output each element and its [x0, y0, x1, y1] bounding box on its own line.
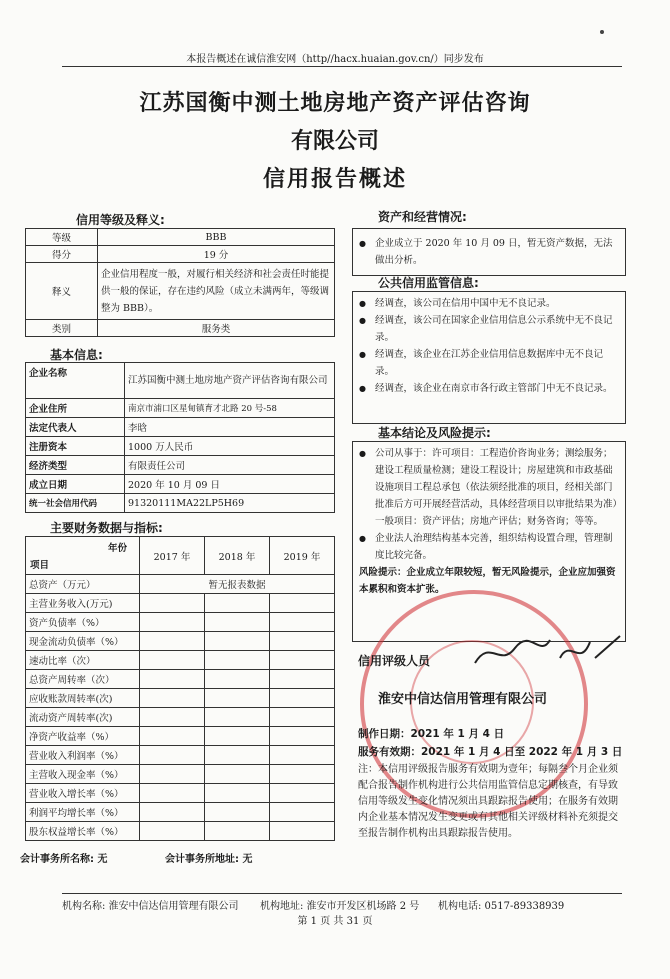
finance-item: 总资产（万元） [26, 575, 140, 594]
service-note: 注：本信用评级报告服务有效期为壹年；每隔叁个月企业须配合报告制作机构进行公共信用监管信息定期核查，有导致信用等级发生变化情况须出具跟踪报告使用；在服务有效期内企业基本情况发生变更或有其他相关评级材料补充须提交至报告制作机构出具跟踪报告使用。 [358, 764, 618, 839]
credit-value: BBB [98, 229, 335, 246]
accounting-addr-value: 无 [242, 854, 253, 865]
year-header: 2017 年 [140, 537, 205, 575]
supervision-heading: 公共信用监管信息: [378, 276, 479, 290]
basic-value: 江苏国衡中测土地房地产资产评估咨询有限公司 [125, 363, 335, 399]
finance-item: 资产负债率（%） [26, 613, 140, 632]
risk-note: 风险提示：企业成立年限较短，暂无风险提示，企业应加强资本累积和资本扩张。 [359, 567, 616, 595]
credit-heading: 信用等级及释义: [76, 213, 165, 227]
assets-item: ● 企业成立于 2020 年 10 月 09 日，暂无资产数据，无法做出分析。 [353, 235, 625, 269]
basic-label: 企业住所 [26, 399, 125, 418]
supervision-item: ● 经调查，该公司在信用中国中无不良记录。 [353, 295, 625, 312]
basic-label: 企业名称 [26, 363, 125, 399]
finance-item: 利润平均增长率（%） [26, 803, 140, 822]
basic-value: 2020 年 10 月 09 日 [125, 475, 335, 494]
footer-address: 机构地址: 淮安市开发区机场路 2 号 [260, 901, 420, 912]
accounting-firm-address [165, 850, 252, 865]
finance-item: 净资产收益率（%） [26, 727, 140, 746]
service-validity: 服务有效期：2021 年 1 月 4 日至 2022 年 1 月 3 日 [358, 746, 623, 758]
footer-phone: 机构电话: 0517-89338939 [438, 901, 565, 912]
credit-value: 服务类 [98, 320, 335, 337]
basic-label: 统一社会信用代码 [26, 494, 125, 513]
finance-corner-cell [26, 537, 140, 575]
page-number: 第 1 页 共 31 页 [297, 916, 373, 927]
basic-value: 李晗 [125, 418, 335, 437]
no-data-note: 暂无报表数据 [140, 575, 335, 594]
credit-label: 类别 [26, 320, 98, 337]
report-title: 信用报告概述 [262, 167, 407, 192]
conclusion-item: ● 公司从事于：许可项目：工程造价咨询业务；测绘服务；建设工程质量检测；建设工程设计；房屋建筑和市政基础设施项目工程总承包（依法须经批准的项目，经相关部门批准后方可开展经营活动，具体经营项目以审批结果为准）一般项目：资产评估；房地产评估；财务咨询；等等。 [353, 445, 625, 530]
credit-label: 释义 [26, 263, 98, 320]
finance-heading: 主要财务数据与指标: [50, 521, 163, 535]
corner-year: 年份 [107, 543, 127, 554]
basic-value: 有限责任公司 [125, 456, 335, 475]
supervision-item: ● 经调查，该企业在江苏企业信用信息数据库中无不良记录。 [353, 346, 625, 380]
basic-value: 91320111MA22LP5H69 [125, 494, 335, 513]
finance-item: 主营业务收入(万元) [26, 594, 140, 613]
finance-item: 总资产周转率（次） [26, 670, 140, 689]
supervision-box [352, 291, 626, 424]
rating-org: 淮安中信达信用管理有限公司 [378, 692, 548, 707]
assets-box [352, 228, 626, 276]
basic-label: 法定代表人 [26, 418, 125, 437]
credit-explanation: 企业信用程度一般，对履行相关经济和社会责任时能提供一般的保证，存在违约风险（成立未满两年，等级调整为 BBB）。 [98, 263, 335, 320]
finance-item: 营业收入利润率（%） [26, 746, 140, 765]
signature [470, 628, 630, 678]
accounting-name-value: 无 [97, 854, 108, 865]
finance-item: 主营收入现金率（%） [26, 765, 140, 784]
year-header: 2019 年 [270, 537, 335, 575]
accounting-firm-name [20, 850, 107, 865]
accounting-name-label: 会计事务所名称: [20, 854, 94, 865]
credit-label: 得分 [26, 246, 98, 263]
year-header: 2018 年 [205, 537, 270, 575]
footer-org: 机构名称: 淮安中信达信用管理有限公司 [62, 901, 239, 912]
company-title-line1: 江苏国衡中测土地房地产资产评估咨询 [139, 91, 531, 116]
conclusion-item: ● 企业法人治理结构基本完善，组织结构设置合理，管理制度比较完备。 [353, 530, 625, 564]
finance-table [25, 536, 335, 841]
publish-note: 本报告概述在诚信淮安网（http//hacx.huaian.gov.cn/）同步发布 [186, 54, 484, 65]
supervision-item: ● 经调查，该公司在国家企业信用信息公示系统中无不良记录。 [353, 312, 625, 346]
finance-item: 现金流动负债率（%） [26, 632, 140, 651]
basic-info-table [25, 362, 335, 513]
footer-divider [62, 893, 622, 894]
basic-label: 成立日期 [26, 475, 125, 494]
assets-heading: 资产和经营情况: [378, 210, 467, 224]
report-date: 制作日期：2021 年 1 月 4 日 [358, 728, 505, 740]
finance-item: 流动资产周转率(次) [26, 708, 140, 727]
basic-heading: 基本信息: [50, 348, 103, 362]
credit-label: 等级 [26, 229, 98, 246]
basic-value: 1000 万人民币 [125, 437, 335, 456]
credit-value: 19 分 [98, 246, 335, 263]
basic-label: 注册资本 [26, 437, 125, 456]
scan-speck [600, 30, 604, 34]
basic-value: 南京市浦口区星甸镇育才北路 20 号-58 [125, 399, 335, 418]
header-divider [62, 66, 622, 67]
supervision-item: ● 经调查，该企业在南京市各行政主管部门中无不良记录。 [353, 380, 625, 397]
finance-item: 速动比率（次） [26, 651, 140, 670]
finance-item: 股东权益增长率（%） [26, 822, 140, 841]
accounting-addr-label: 会计事务所地址: [165, 854, 239, 865]
company-title-line2: 有限公司 [290, 129, 379, 154]
finance-item: 营业收入增长率（%） [26, 784, 140, 803]
basic-label: 经济类型 [26, 456, 125, 475]
conclusion-heading: 基本结论及风险提示: [378, 426, 491, 440]
credit-table [25, 228, 335, 337]
rating-personnel-label: 信用评级人员 [358, 654, 431, 668]
corner-item: 项目 [30, 560, 50, 571]
finance-item: 应收账款周转率(次) [26, 689, 140, 708]
